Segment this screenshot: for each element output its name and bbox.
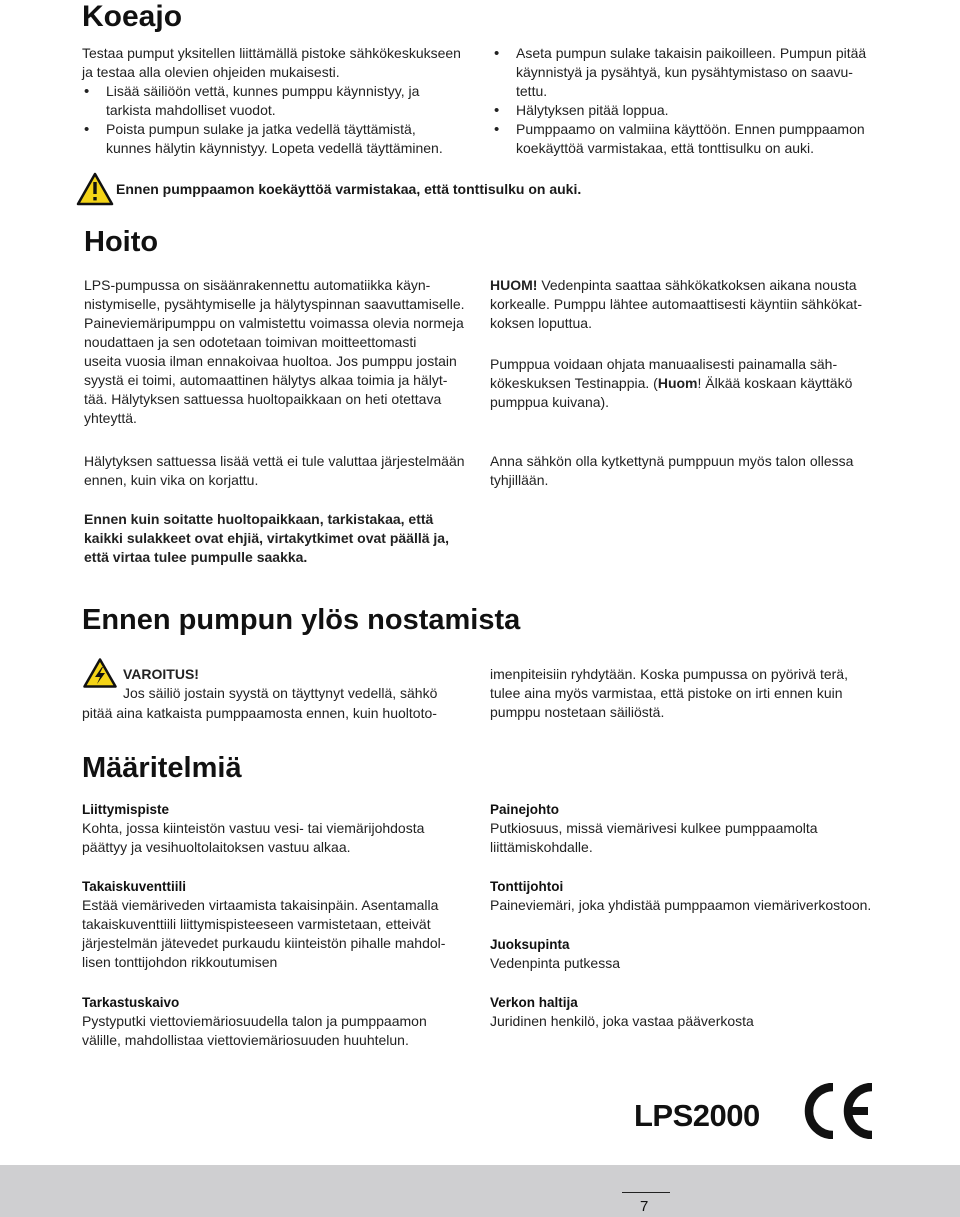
nostaminen-left-line1: Jos säiliö jostain syystä on täyttynyt vedellä, sähkö [123, 685, 438, 701]
bullet-item: • Pumppaamo on valmiina käyttöön. Ennen pumppaamon koekäyttöä varmistakaa, että tonttisulku on auki. [492, 120, 912, 158]
hoito-right-p1: HUOM! Vedenpinta saattaa sähkökatkoksen aikana nousta korkealle. Pumppu lähtee automaattisesti käyntiin sähkökat- koksen loputtua. [490, 277, 862, 331]
koeajo-left-bullets [82, 82, 482, 158]
definition-item: Tarkastuskaivo Pystyputki viettoviemäriosuudella talon ja pumppaamon välille, mahdollistaa viettoviemäriosuuden huuhtelun. [82, 993, 482, 1050]
page-number-rule [622, 1192, 670, 1193]
koeajo-warning: Ennen pumppaamon koekäyttöä varmistakaa, että tonttisulku on auki. [116, 181, 582, 197]
koeajo-intro-line: ja testaa alla olevien ohjeiden mukaisesti. [82, 64, 340, 80]
nostaminen-left-line2: pitää aina katkaista pumppaamosta ennen, kuin huoltoto- [82, 705, 437, 721]
definition-item: Verkon haltija Juridinen henkilö, joka vastaa pääverkosta [490, 993, 910, 1031]
hoito-right-p3: Anna sähkön olla kytkettynä pumppuun myös talon ollessa tyhjillään. [490, 453, 854, 488]
section-title-maaritelmia: Määritelmiä [82, 752, 242, 784]
warning-triangle-icon [76, 172, 114, 211]
model-name: LPS2000 [634, 1098, 760, 1133]
bullet-item: • Hälytyksen pitää loppua. [492, 101, 912, 120]
koeajo-intro [82, 44, 482, 82]
electric-warning-icon [83, 658, 117, 693]
varoitus-label: VAROITUS! [123, 666, 199, 682]
koeajo-intro-line: Testaa pumput yksitellen liittämällä pistoke sähkökeskukseen [82, 45, 461, 61]
nostaminen-right: imenpiteisiin ryhdytään. Koska pumpussa on pyörivä terä, tulee aina myös varmistaa, että pistoke on irti ennen kuin pumppu nostetaan säiliöstä. [490, 666, 848, 720]
huom-label: HUOM! [490, 277, 538, 293]
footer-bar [0, 1165, 960, 1217]
section-title-nostaminen: Ennen pumpun ylös nostamista [82, 604, 521, 636]
hoito-right-p2: Pumppua voidaan ohjata manuaalisesti painamalla säh- kökeskuksen Testinappia. (Huom! Älkää koskaan käyttäkö pumppua kuivana). [490, 356, 853, 410]
hoito-left-p1: LPS-pumpussa on sisäänrakennettu automatiikka käyn- nistymiselle, pysähtymiselle ja hälytyspinnan saavuttamiselle. Paineviemäripumppu on valmistettu voimassa olevia normeja noudattaen ja sen odotetaan toimivan moitteettomasti useita vuosia ilman ennakoivaa huoltoa. Jos pumppu jostain syystä ei toimi, automaattinen hälytys alkaa toimia ja hälyt- tää. Hälytyksen sattuessa huoltopaikkaan on heti otettava yhteyttä. [84, 277, 465, 426]
bullet-item: • Poista pumpun sulake ja jatka vedellä täyttämistä, kunnes hälytin käynnistyy. Lopeta vedellä täyttäminen. [82, 120, 482, 158]
definition-item: Liittymispiste Kohta, jossa kiinteistön vastuu vesi- tai viemärijohdosta päättyy ja vesihuoltolaitoksen vastuu alkaa. [82, 800, 482, 857]
definition-term: Tarkastuskaivo [82, 995, 180, 1010]
page-number: 7 [640, 1198, 649, 1215]
definition-term: Liittymispiste [82, 802, 170, 817]
definition-term: Tonttijohtoi [490, 879, 564, 894]
definition-item: Painejohto Putkiosuus, missä viemärivesi kulkee pumppaamolta liittämiskohdalle. [490, 800, 910, 857]
definition-item: Tonttijohtoi Paineviemäri, joka yhdistää pumppaamon viemäriverkostoon. [490, 877, 910, 915]
bullet-item: • Lisää säiliöön vettä, kunnes pumppu käynnistyy, ja tarkista mahdolliset vuodot. [82, 82, 482, 120]
definition-item: Juoksupinta Vedenpinta putkessa [490, 935, 910, 973]
definition-term: Juoksupinta [490, 937, 570, 952]
definition-term: Painejohto [490, 802, 560, 817]
koeajo-right-bullets [492, 44, 912, 158]
ce-mark-icon [800, 1083, 876, 1144]
section-title-hoito: Hoito [84, 226, 159, 258]
definition-item: Takaiskuventtiili Estää viemäriveden virtaamista takaisinpäin. Asentamalla takaiskuventtiili liittymispisteeseen varmistetaan, etteivät järjestelmän jätevedet purkaudu kiinteistön pihalle mahdol- lisen tonttijohdon rikkoutumisen [82, 877, 482, 972]
hoito-bold-note: Ennen kuin soitatte huoltopaikkaan, tarkistakaa, että kaikki sulakkeet ovat ehjiä, virtakytkimet ovat päällä ja, että virtaa tulee pumpulle saakka. [84, 511, 449, 565]
definition-term: Takaiskuventtiili [82, 879, 187, 894]
bullet-item: • Aseta pumpun sulake takaisin paikoilleen. Pumpun pitää käynnistyä ja pysähtyä, kun pysähtymistaso on saavu- tettu. [492, 44, 912, 101]
hoito-left-p2: Hälytyksen sattuessa lisää vettä ei tule valuttaa järjestelmään ennen, kuin vika on korjattu. [84, 453, 465, 488]
definition-term: Verkon haltija [490, 995, 578, 1010]
section-title-koeajo: Koeajo [82, 0, 183, 33]
